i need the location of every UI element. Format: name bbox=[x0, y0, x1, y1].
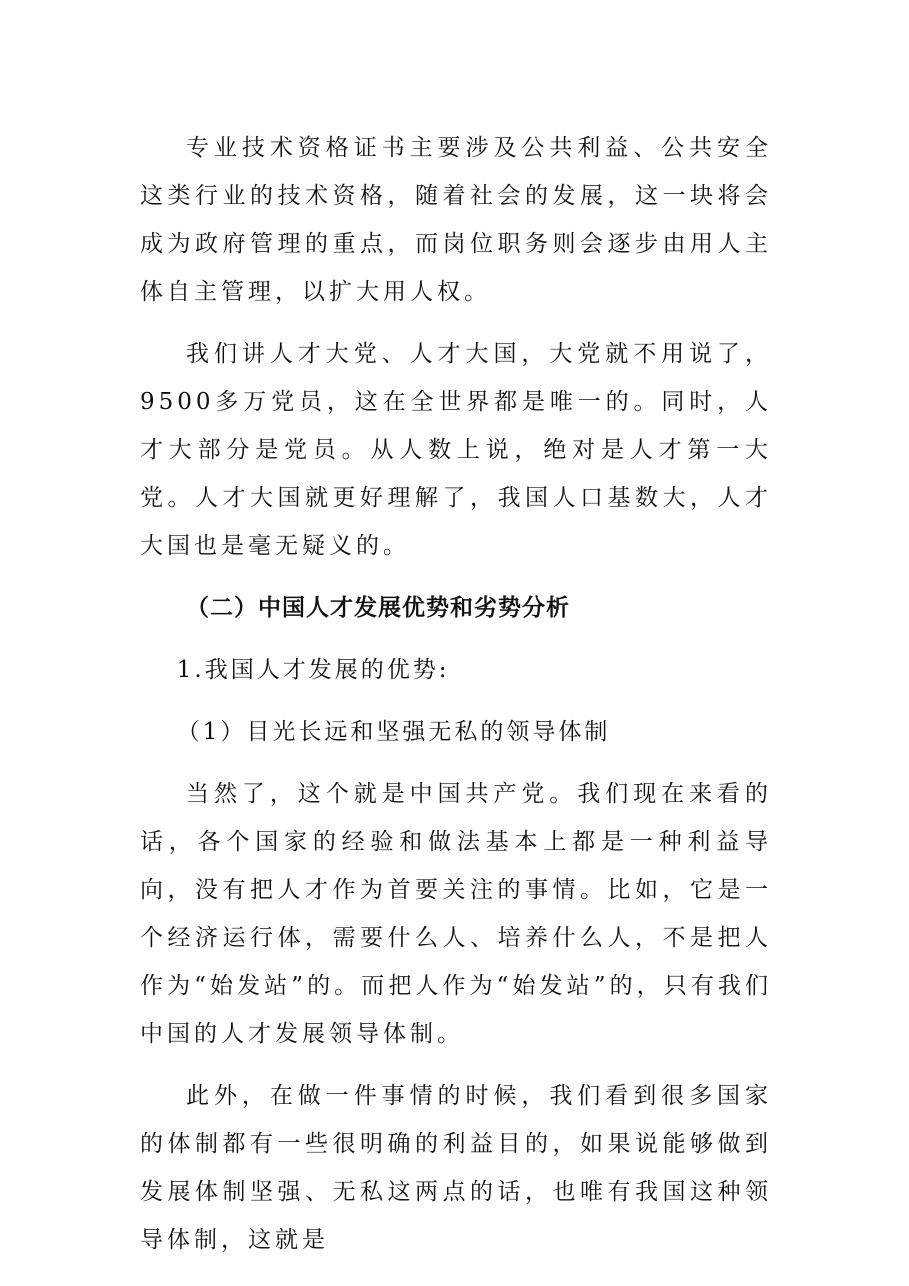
subheading-advantages: 1.我国人才发展的优势: bbox=[176, 657, 450, 683]
paragraph-communist-party: 当然了，这个就是中国共产党。我们现在来看的话，各个国家的经验和做法基本上都是一种利益导向，没有把人才作为首要关注的事情。比如，它是一个经济运行体，需要什么人、培养什么人，不是把人作为“始发站”的。而把人作为“始发站”的，只有我们中国的人才发展领导体制。 bbox=[140, 781, 772, 1047]
paragraph-professional-qualification: 专业技术资格证书主要涉及公共利益、公共安全这类行业的技术资格，随着社会的发展，这一块将会成为政府管理的重点，而岗位职务则会逐步由用人主体自主管理，以扩大用人权。 bbox=[140, 135, 772, 305]
subheading-leadership-system: （1）目光长远和坚强无私的领导体制 bbox=[176, 719, 611, 745]
document-body bbox=[140, 124, 772, 1264]
paragraph-talent-party: 我们讲人才大党、人才大国，大党就不用说了，9500多万党员，这在全世界都是唯一的。同时，人才大部分是党员。从人数上说，绝对是人才第一大党。人才大国就更好理解了，我国人口基数大，人才大国也是毫无疑义的。 bbox=[140, 341, 772, 559]
paragraph-moreover: 此外，在做一件事情的时候，我们看到很多国家的体制都有一些很明确的利益目的，如果说能够做到发展体制坚强、无私这两点的话，也唯有我国这种领导体制，这就是 bbox=[140, 1083, 772, 1253]
section-heading: （二）中国人才发展优势和劣势分析 bbox=[186, 595, 570, 621]
